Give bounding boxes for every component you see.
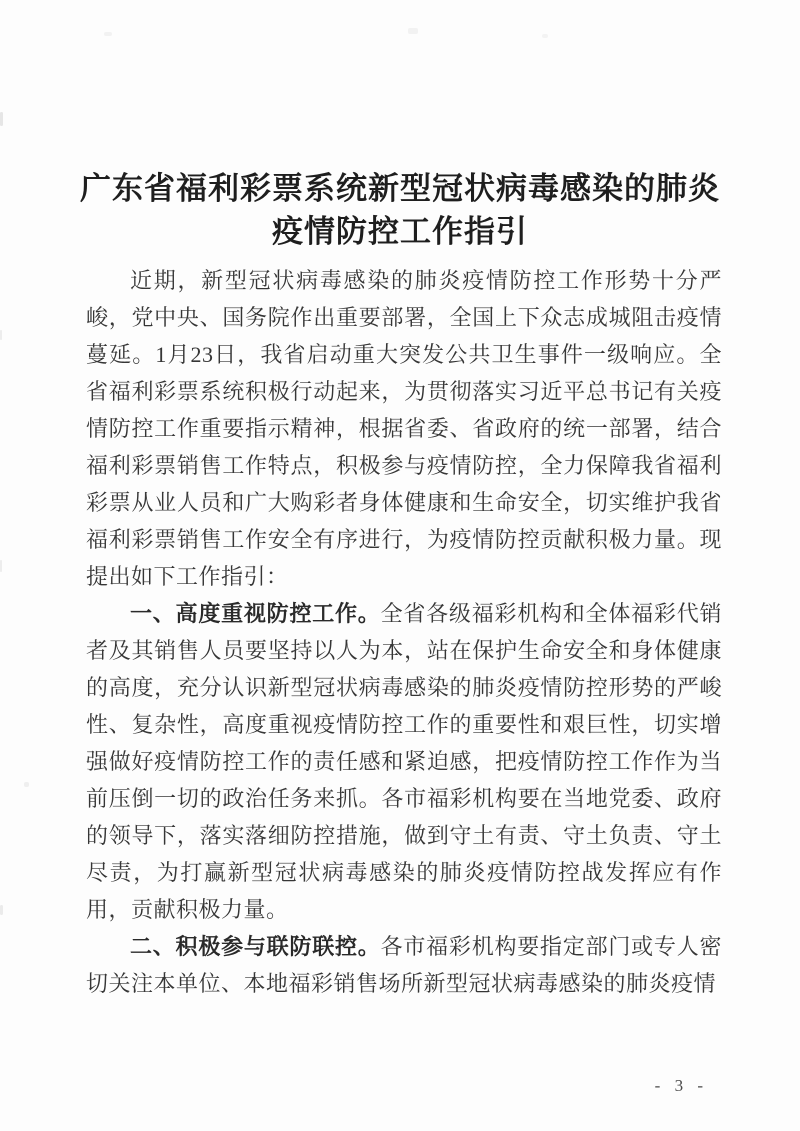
paragraph-section-2-heading: 二、积极参与联防联控。 bbox=[130, 934, 381, 959]
document-title-line-2: 疫情防控工作指引 bbox=[272, 213, 528, 249]
scan-artifact bbox=[0, 560, 2, 572]
document-body bbox=[86, 262, 722, 1002]
scan-artifact bbox=[0, 905, 3, 915]
scan-artifact bbox=[542, 34, 548, 38]
paragraph-section-2 bbox=[86, 928, 722, 1002]
document-title bbox=[40, 167, 760, 253]
scan-artifact bbox=[24, 782, 29, 787]
paragraph-section-1 bbox=[86, 595, 722, 928]
scan-artifact bbox=[104, 32, 112, 36]
paragraph-section-1-text: 全省各级福彩机构和全体福彩代销者及其销售人员要坚持以人为本，站在保护生命安全和身体健康的高度，充分认识新型冠状病毒感染的肺炎疫情防控形势的严峻性、复杂性，高度重视疫情防控工作的重要性和艰巨性，切实增强做好疫情防控工作的责任感和紧迫感，把疫情防控工作作为当前压倒一切的政治任务来抓。各市福彩机构要在当地党委、政府的领导下，落实落细防控措施，做到守土有责、守土负责、守土尽责，为打赢新型冠状病毒感染的肺炎疫情防控战发挥应有作用，贡献积极力量。 bbox=[86, 601, 722, 922]
document-title-line-1: 广东省福利彩票系统新型冠状病毒感染的肺炎 bbox=[80, 170, 720, 206]
scan-artifact bbox=[0, 112, 3, 126]
page-number: - 3 - bbox=[654, 1076, 708, 1095]
scan-artifact bbox=[408, 28, 418, 34]
paragraph-intro bbox=[86, 262, 722, 595]
paragraph-section-1-heading: 一、高度重视防控工作。 bbox=[130, 601, 381, 626]
paragraph-intro-text: 近期，新型冠状病毒感染的肺炎疫情防控工作形势十分严峻，党中央、国务院作出重要部署，全国上下众志成城阻击疫情蔓延。1月23日，我省启动重大突发公共卫生事件一级响应。全省福利彩票系统积极行动起来，为贯彻落实习近平总书记有关疫情防控工作重要指示精神，根据省委、省政府的统一部署，结合福利彩票销售工作特点，积极参与疫情防控，全力保障我省福利彩票从业人员和广大购彩者身体健康和生命安全，切实维护我省福利彩票销售工作安全有序进行，为疫情防控贡献积极力量。现提出如下工作指引： bbox=[86, 268, 722, 589]
paragraph-section-2-text: 各市福彩机构要指定部门或专人密切关注本单位、本地福彩销售场所新型冠状病毒感染的肺炎疫情 bbox=[86, 934, 722, 996]
scan-artifact bbox=[0, 330, 2, 340]
